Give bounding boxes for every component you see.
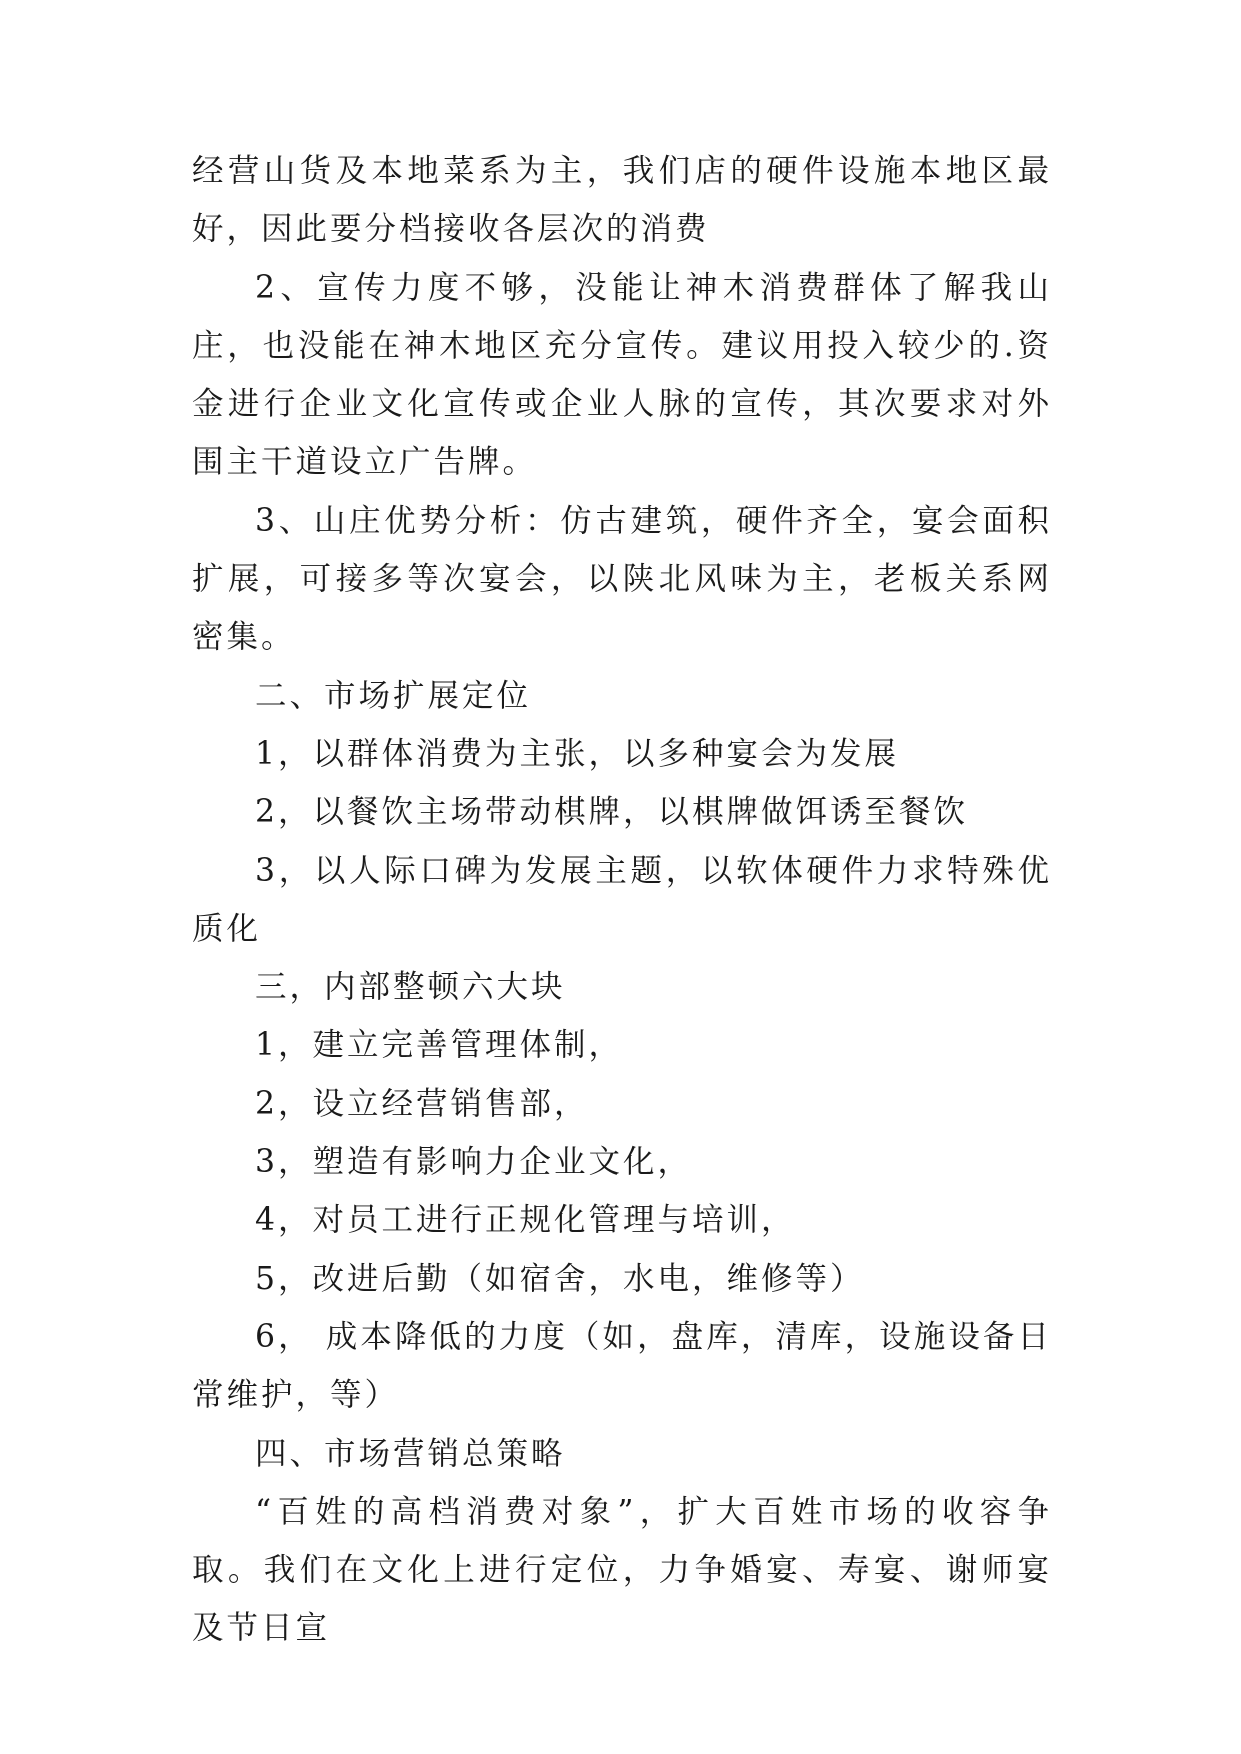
- list-item: 3，塑造有影响力企业文化，: [255, 1144, 693, 1181]
- list-item: 4，对员工进行正规化管理与培训，: [255, 1202, 796, 1239]
- list-item: 1，以群体消费为主张，以多种宴会为发展: [255, 735, 900, 772]
- paragraph: “百姓的高档消费对象”，扩大百姓市场的收容争取。我们在文化上进行定位，力争婚宴、寿宴、谢师宴及节日宣: [192, 1493, 1052, 1647]
- section-heading: 二、市场扩展定位: [255, 677, 532, 714]
- list-item: 3，以人际口碑为发展主题，以软体硬件力求特殊优质化: [192, 852, 1052, 947]
- paragraph: 2、宣传力度不够，没能让神木消费群体了解我山庄，也没能在神木地区充分宣传。建议用投入较少的.资金进行企业文化宣传或企业人脉的宣传，其次要求对外围主干道设立广告牌。: [192, 269, 1052, 481]
- list-item: 5，改进后勤（如宿舍，水电，维修等）: [255, 1260, 865, 1297]
- paragraph: 经营山货及本地菜系为主，我们店的硬件设施本地区最好，因此要分档接收各层次的消费: [192, 153, 1052, 248]
- list-item: 2，设立经营销售部，: [255, 1085, 589, 1122]
- list-item: 6， 成本降低的力度（如，盘库，清库，设施设备日常维护，等）: [192, 1318, 1052, 1414]
- paragraph: 3、山庄优势分析：仿古建筑，硬件齐全，宴会面积扩展，可接多等次宴会，以陕北风味为主，老板关系网密集。: [192, 502, 1052, 656]
- section-heading: 三，内部整顿六大块: [255, 969, 566, 1006]
- list-item: 2，以餐饮主场带动棋牌，以棋牌做饵诱至餐饮: [255, 794, 969, 831]
- document-body: [192, 142, 1052, 1658]
- list-item: 1，建立完善管理体制，: [255, 1027, 624, 1064]
- section-heading: 四、市场营销总策略: [255, 1435, 566, 1472]
